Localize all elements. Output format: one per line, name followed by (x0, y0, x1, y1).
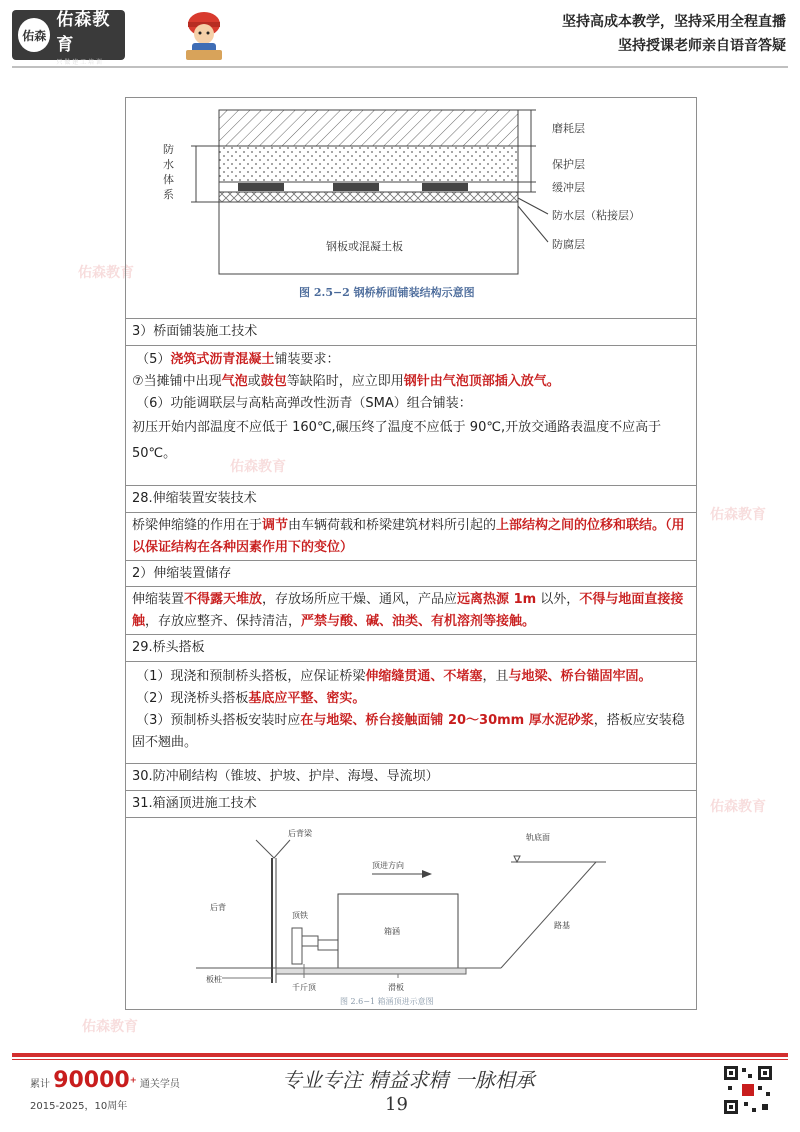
storage-content (126, 587, 696, 635)
anniversary: 2015-2025，10周年 (30, 1101, 128, 1112)
footer-divider-thin (12, 1059, 788, 1060)
figure-steel-bridge-deck (126, 98, 696, 319)
section-heading: 3）桥面铺装施工技术 (126, 319, 696, 346)
label-box: 箱涵 (384, 927, 400, 936)
base-label: 钢板或混凝土板 (326, 240, 403, 253)
section-heading: 28.伸缩装置安装技术 (126, 486, 696, 513)
text: 桥梁伸缩缝的作用在于 (132, 518, 263, 533)
text: 铺装要求： (274, 352, 340, 367)
logo-seal: 佑森 (18, 18, 50, 52)
stats-number: 90000 (53, 1068, 130, 1093)
header-slogan (562, 10, 786, 58)
stats-prefix: 累计 (30, 1079, 50, 1090)
text: （3）预制桥头搭板安装时应 (136, 713, 301, 728)
layer-label-anticorrosion: 防腐层 (552, 238, 585, 251)
layer-label-buffer: 缓冲层 (552, 181, 585, 194)
highlight: 浇筑式沥青混凝土 (170, 352, 275, 367)
label-pile: 板桩 (206, 975, 222, 984)
logo-subtitle: 只 做 建 工 培 训 (56, 58, 102, 66)
figure-box-culvert-jacking (126, 818, 696, 1009)
text: 伸缩装置 (132, 592, 185, 607)
header-divider (12, 66, 788, 68)
text: （2）现浇桥头搭板 (136, 691, 249, 706)
box-culvert-diagram (126, 818, 696, 1008)
highlight: 基底应平整、密实。 (248, 691, 366, 706)
layer-label-protect: 保护层 (552, 158, 585, 171)
figure2-caption: 图 2.6−1 箱涵顶进示意图 (340, 997, 434, 1006)
footer-motto: 专业专注 精益求精 一脉相承 (282, 1068, 535, 1092)
brand-logo (12, 9, 125, 66)
waterproof-system-label: 防水体系 (163, 143, 174, 201)
section-heading: 31.箱涵顶进施工技术 (126, 791, 696, 818)
slogan-line-1: 坚持高成本教学，坚持采用全程直播 (562, 14, 786, 30)
text: 由车辆荷载和桥梁建筑材料所引起的 (288, 518, 497, 533)
wear-layer (219, 110, 518, 146)
footer-divider (12, 1053, 788, 1057)
watermark: 佑森教育 (710, 799, 766, 815)
stats-suffix: 通关学员 (139, 1079, 180, 1090)
student-stats (30, 1068, 180, 1112)
text: （6）功能调联层与高粘高弹改性沥青（SMA）组合铺装： (136, 396, 472, 411)
slogan-line-2: 坚持授课老师亲自语音答疑 (618, 38, 786, 54)
highlight: 伸缩缝贯通、不堵塞 (365, 669, 483, 684)
mascot-icon (178, 8, 230, 64)
label-back: 后背 (210, 903, 226, 912)
label-direction: 顶进方向 (372, 861, 404, 870)
section-heading: 30.防冲刷结构（锥坡、护坡、护岸、海墁、导流坝） (126, 764, 696, 791)
approach-slab-content (126, 662, 696, 764)
highlight: 与地梁、桥台锚固牢固。 (508, 669, 652, 684)
text: 或 (247, 374, 261, 389)
text: 等缺陷时，应立即用 (286, 374, 404, 389)
text: （5） (136, 352, 171, 367)
label-top-iron: 顶铁 (292, 911, 308, 920)
base-plate (219, 202, 518, 274)
text: ，搭板应安装稳固不翘曲。 (132, 713, 685, 750)
content-table (125, 97, 697, 1010)
logo-name: 佑森教育 (56, 9, 111, 55)
highlight: 钢针由气泡顶部插入放气。 (403, 374, 560, 389)
deck-paving-content (126, 346, 696, 486)
section-heading: 29.桥头搭板 (126, 635, 696, 662)
highlight: 不得露天堆放 (184, 592, 263, 607)
watermark: 佑森教育 (710, 507, 766, 523)
watermark: 佑森教育 (82, 1019, 138, 1035)
watermark: 佑森教育 (78, 265, 134, 281)
layer-label-wear: 磨耗层 (552, 122, 585, 135)
highlight: 气泡 (221, 374, 248, 389)
label-roadbed: 路基 (554, 921, 570, 930)
highlight: 调节 (262, 518, 289, 533)
watermark: 佑森教育 (230, 459, 286, 475)
text: 以外， (536, 592, 580, 607)
text: ，存放应整齐、保持清洁， (145, 614, 302, 629)
page-number: 19 (385, 1094, 408, 1115)
expansion-joint-content (126, 513, 696, 561)
text: ⑦当摊铺中出现 (132, 374, 222, 389)
protective-layer (219, 146, 518, 182)
text: 初压开始内部温度不应低于 160℃,碾压终了温度不应低于 90℃,开放交通路表温度不应高于 50℃。 (132, 420, 662, 461)
highlight: 上部结构之间的位移和联结。（用以保证结构在各种因素作用下的变位） (132, 518, 685, 555)
figure1-caption: 图 2.5−2 钢桥桥面铺装结构示意图 (299, 286, 475, 299)
highlight: 不得与地面直接接触 (132, 592, 684, 629)
highlight: 在与地梁、桥台接触面铺 20～30mm 厚水泥砂浆 (300, 713, 594, 728)
label-rail-top: 轨底面 (526, 833, 550, 842)
highlight: 鼓包 (260, 374, 287, 389)
waterproof-layer (219, 192, 518, 202)
text: ，存放场所应干燥、通风，产品应 (262, 592, 458, 607)
page-header (0, 0, 800, 70)
qr-code-icon (722, 1064, 774, 1116)
label-slide: 滑板 (388, 983, 404, 992)
stats-plus: + (129, 1074, 137, 1085)
section-heading: 2）伸缩装置储存 (126, 561, 696, 587)
layer-label-waterproof: 防水层（粘接层） (552, 209, 640, 222)
label-jack: 千斤顶 (292, 983, 316, 992)
highlight: 远离热源 1m (457, 592, 537, 607)
highlight: 严禁与酸、碱、油类、有机溶剂等接触。 (301, 614, 536, 629)
deck-structure-diagram (126, 98, 696, 318)
text: ，且 (482, 669, 509, 684)
text: （1）现浇和预制桥头搭板，应保证桥梁 (136, 669, 366, 684)
label-back-wall: 后背梁 (288, 829, 312, 838)
